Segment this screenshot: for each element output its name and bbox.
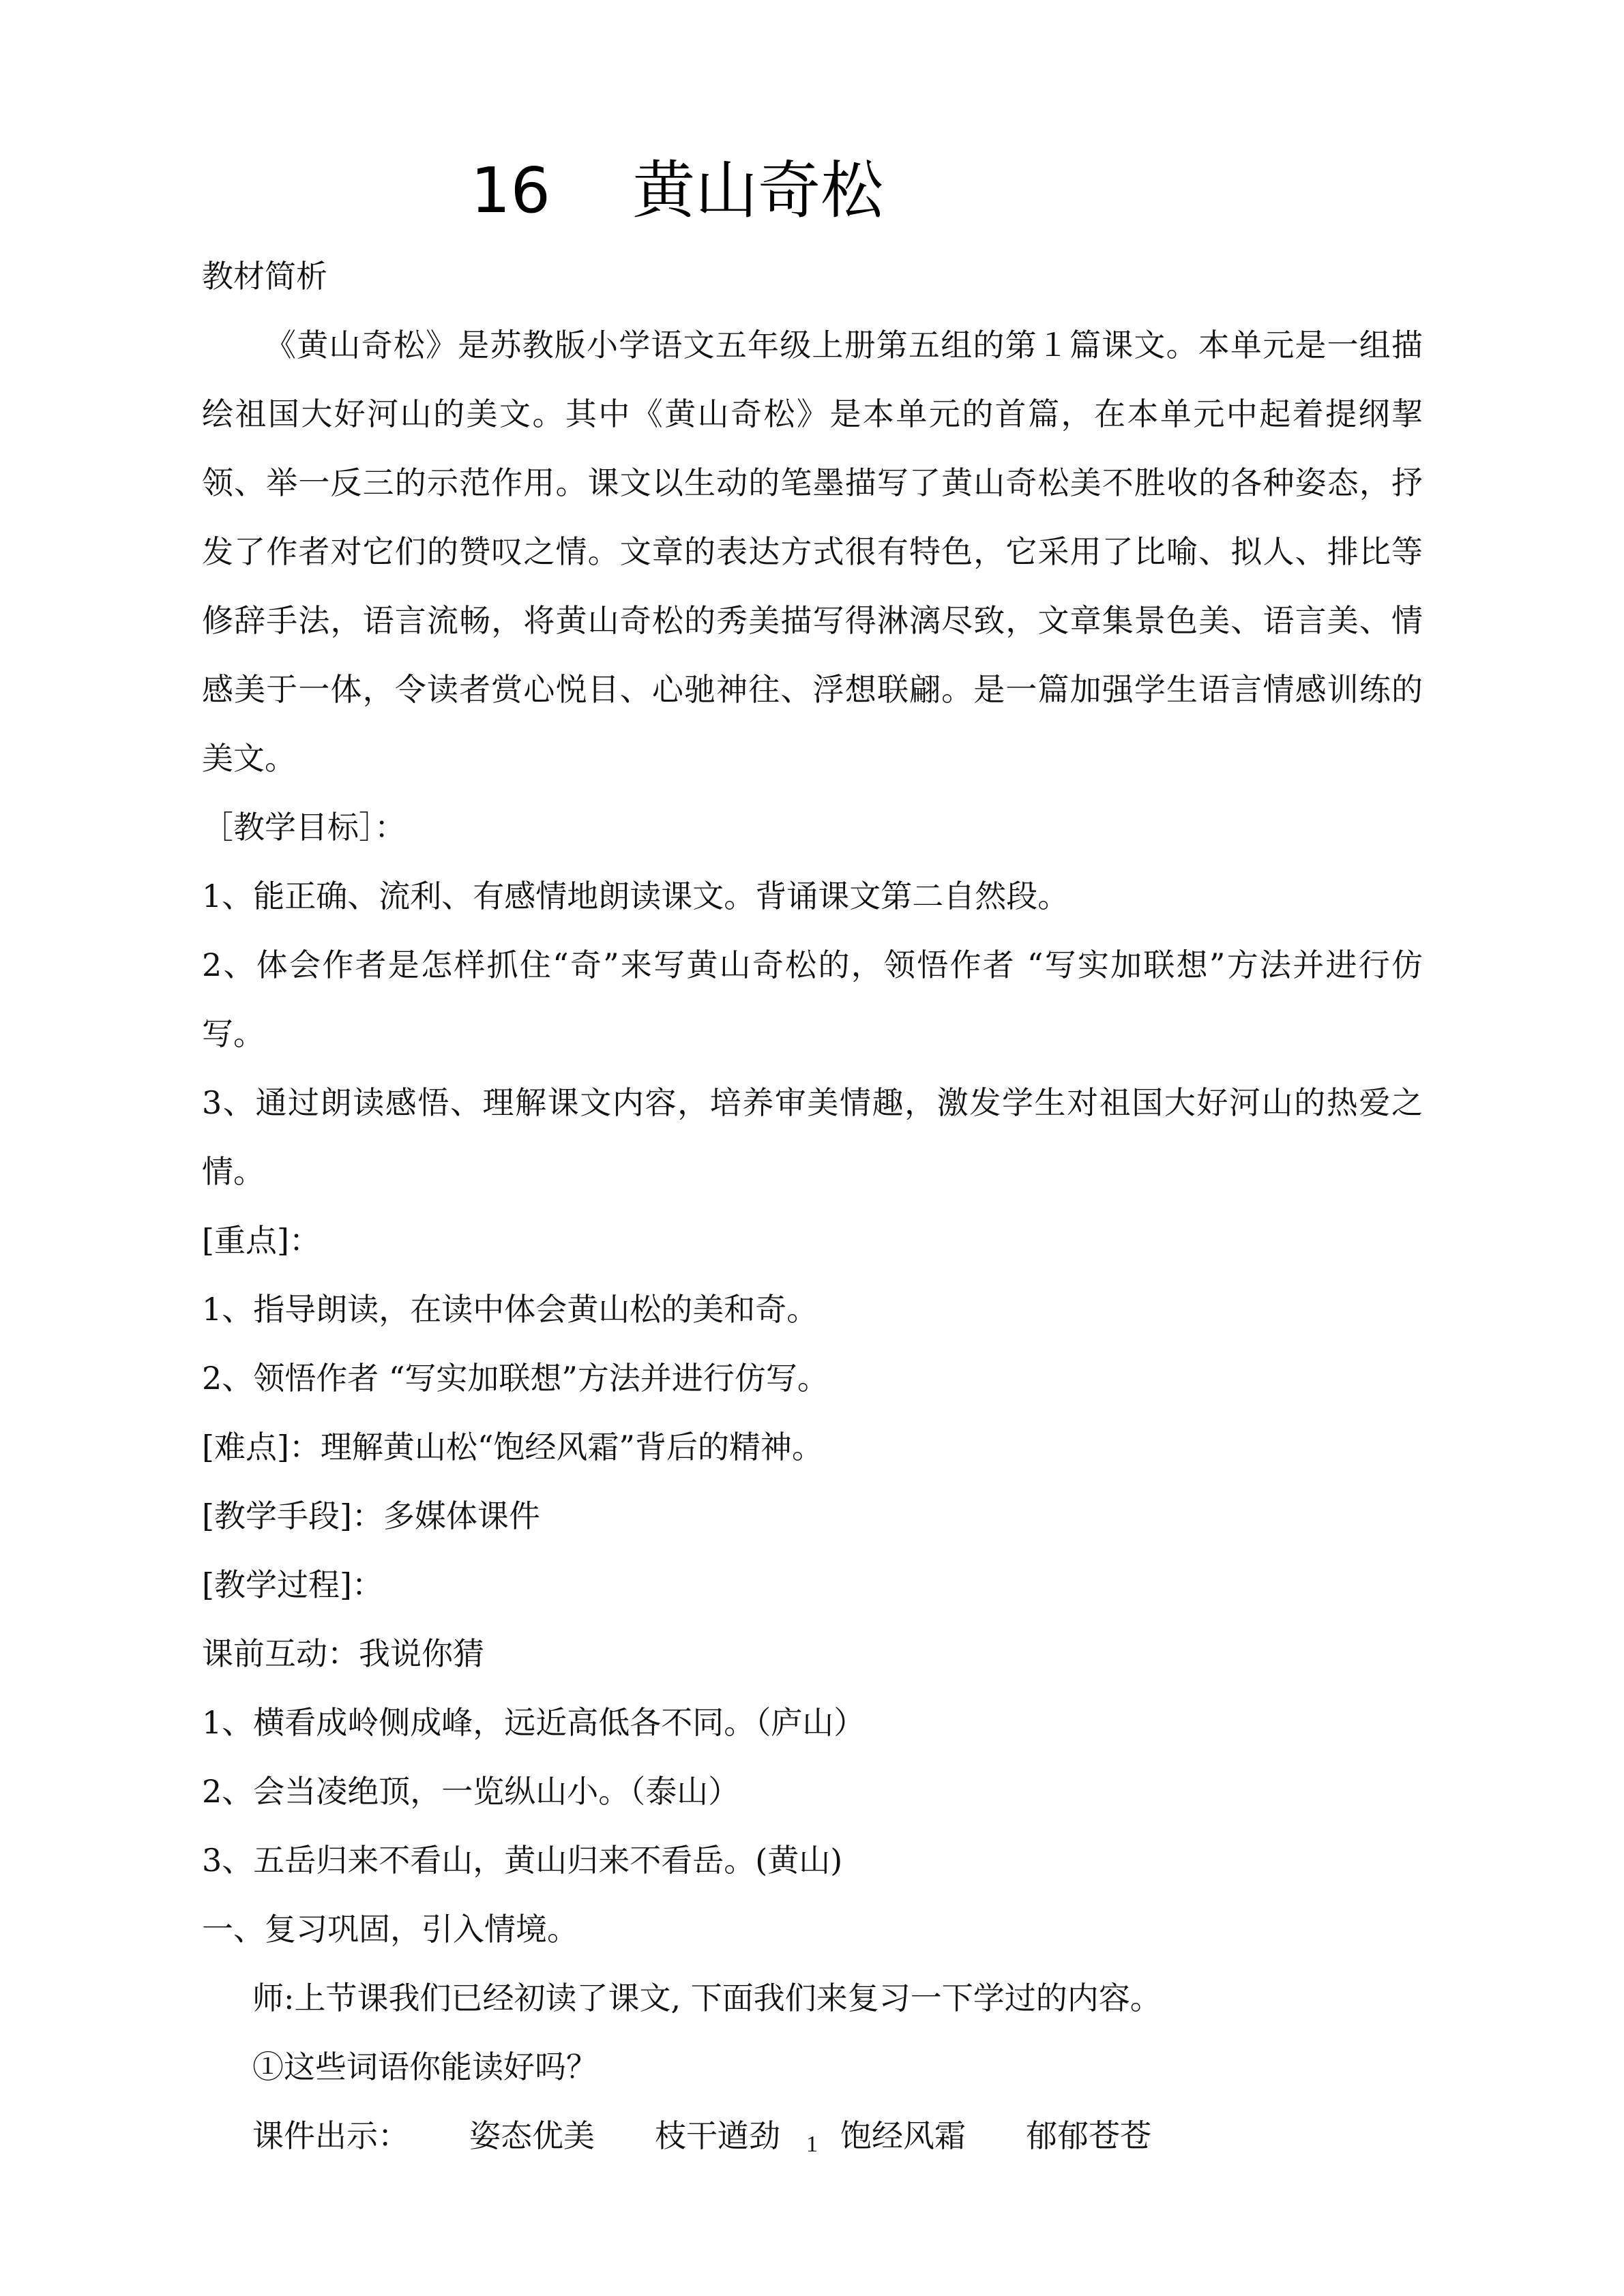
- step-heading: 一、复习巩固，引入情境。: [202, 1911, 578, 1948]
- riddle-item: 1、横看成岭侧成峰，远近高低各不同。（庐山）: [202, 1704, 866, 1741]
- goal-item: 2、体会作者是怎样抓住“奇”来写黄山奇松的，领悟作者 “写实加联想”方法并进行仿写。: [202, 946, 1423, 1052]
- lesson-title: 黄山奇松: [632, 154, 884, 227]
- page-number: 1: [806, 2132, 818, 2157]
- goal-item: 3、通过朗读感悟、理解课文内容，培养审美情趣，激发学生对祖国大好河山的热爱之情。: [202, 1084, 1423, 1190]
- riddle-item: 2、会当凌绝顶，一览纵山小。（泰山）: [202, 1773, 740, 1810]
- document-body: [202, 242, 1423, 2171]
- teacher-line: 师:上节课我们已经初读了课文, 下面我们来复习一下学过的内容。: [252, 1980, 1162, 2016]
- key-heading: [重点]：: [202, 1222, 321, 1259]
- goals-heading: ［教学目标］：: [202, 809, 406, 846]
- vocab-word: 枝干遒劲: [655, 2117, 780, 2154]
- difficulty-line: [难点]：理解黄山松“饱经风霜”背后的精神。: [202, 1429, 823, 1465]
- analysis-heading: 教材简析: [202, 258, 327, 295]
- analysis-paragraph: 《黄山奇松》是苏教版小学语文五年级上册第五组的第１篇课文。本单元是一组描绘祖国大好河山的美文。其中《黄山奇松》是本单元的首篇，在本单元中起着提纲挈领、举一反三的示范作用。课文以生动的笔墨描写了黄山奇松美不胜收的各种姿态，抒发了作者对它们的赞叹之情。文章的表达方式很有特色，它采用了比喻、拟人、排比等修辞手法，语言流畅，将黄山奇松的秀美描写得淋漓尽致，文章集景色美、语言美、情感美于一体，令读者赏心悦目、心驰神往、浮想联翩。是一篇加强学生语言情感训练的美文。: [202, 327, 1423, 777]
- warmup-line: 课前互动：我说你猜: [202, 1635, 484, 1672]
- page-title: [471, 147, 883, 235]
- lesson-number: 16: [471, 154, 551, 227]
- key-item: 1、指导朗读，在读中体会黄山松的美和奇。: [202, 1291, 818, 1328]
- vocab-word: 饱经风霜: [840, 2117, 966, 2154]
- goal-item: 1、能正确、流利、有感情地朗读课文。背诵课文第二自然段。: [202, 878, 1069, 914]
- vocab-word: 郁郁苍苍: [1026, 2117, 1151, 2154]
- courseware-label: 课件出示：: [252, 2117, 409, 2154]
- riddle-item: 3、五岳归来不看山，黄山归来不看岳。(黄山): [202, 1842, 843, 1879]
- means-line: [教学手段]：多媒体课件: [202, 1497, 540, 1534]
- process-heading: [教学过程]：: [202, 1566, 383, 1603]
- question-line: ①这些词语你能读好吗？: [252, 2048, 597, 2085]
- vocab-word: 姿态优美: [469, 2117, 595, 2154]
- key-item: 2、领悟作者 “写实加联想”方法并进行仿写。: [202, 1360, 829, 1397]
